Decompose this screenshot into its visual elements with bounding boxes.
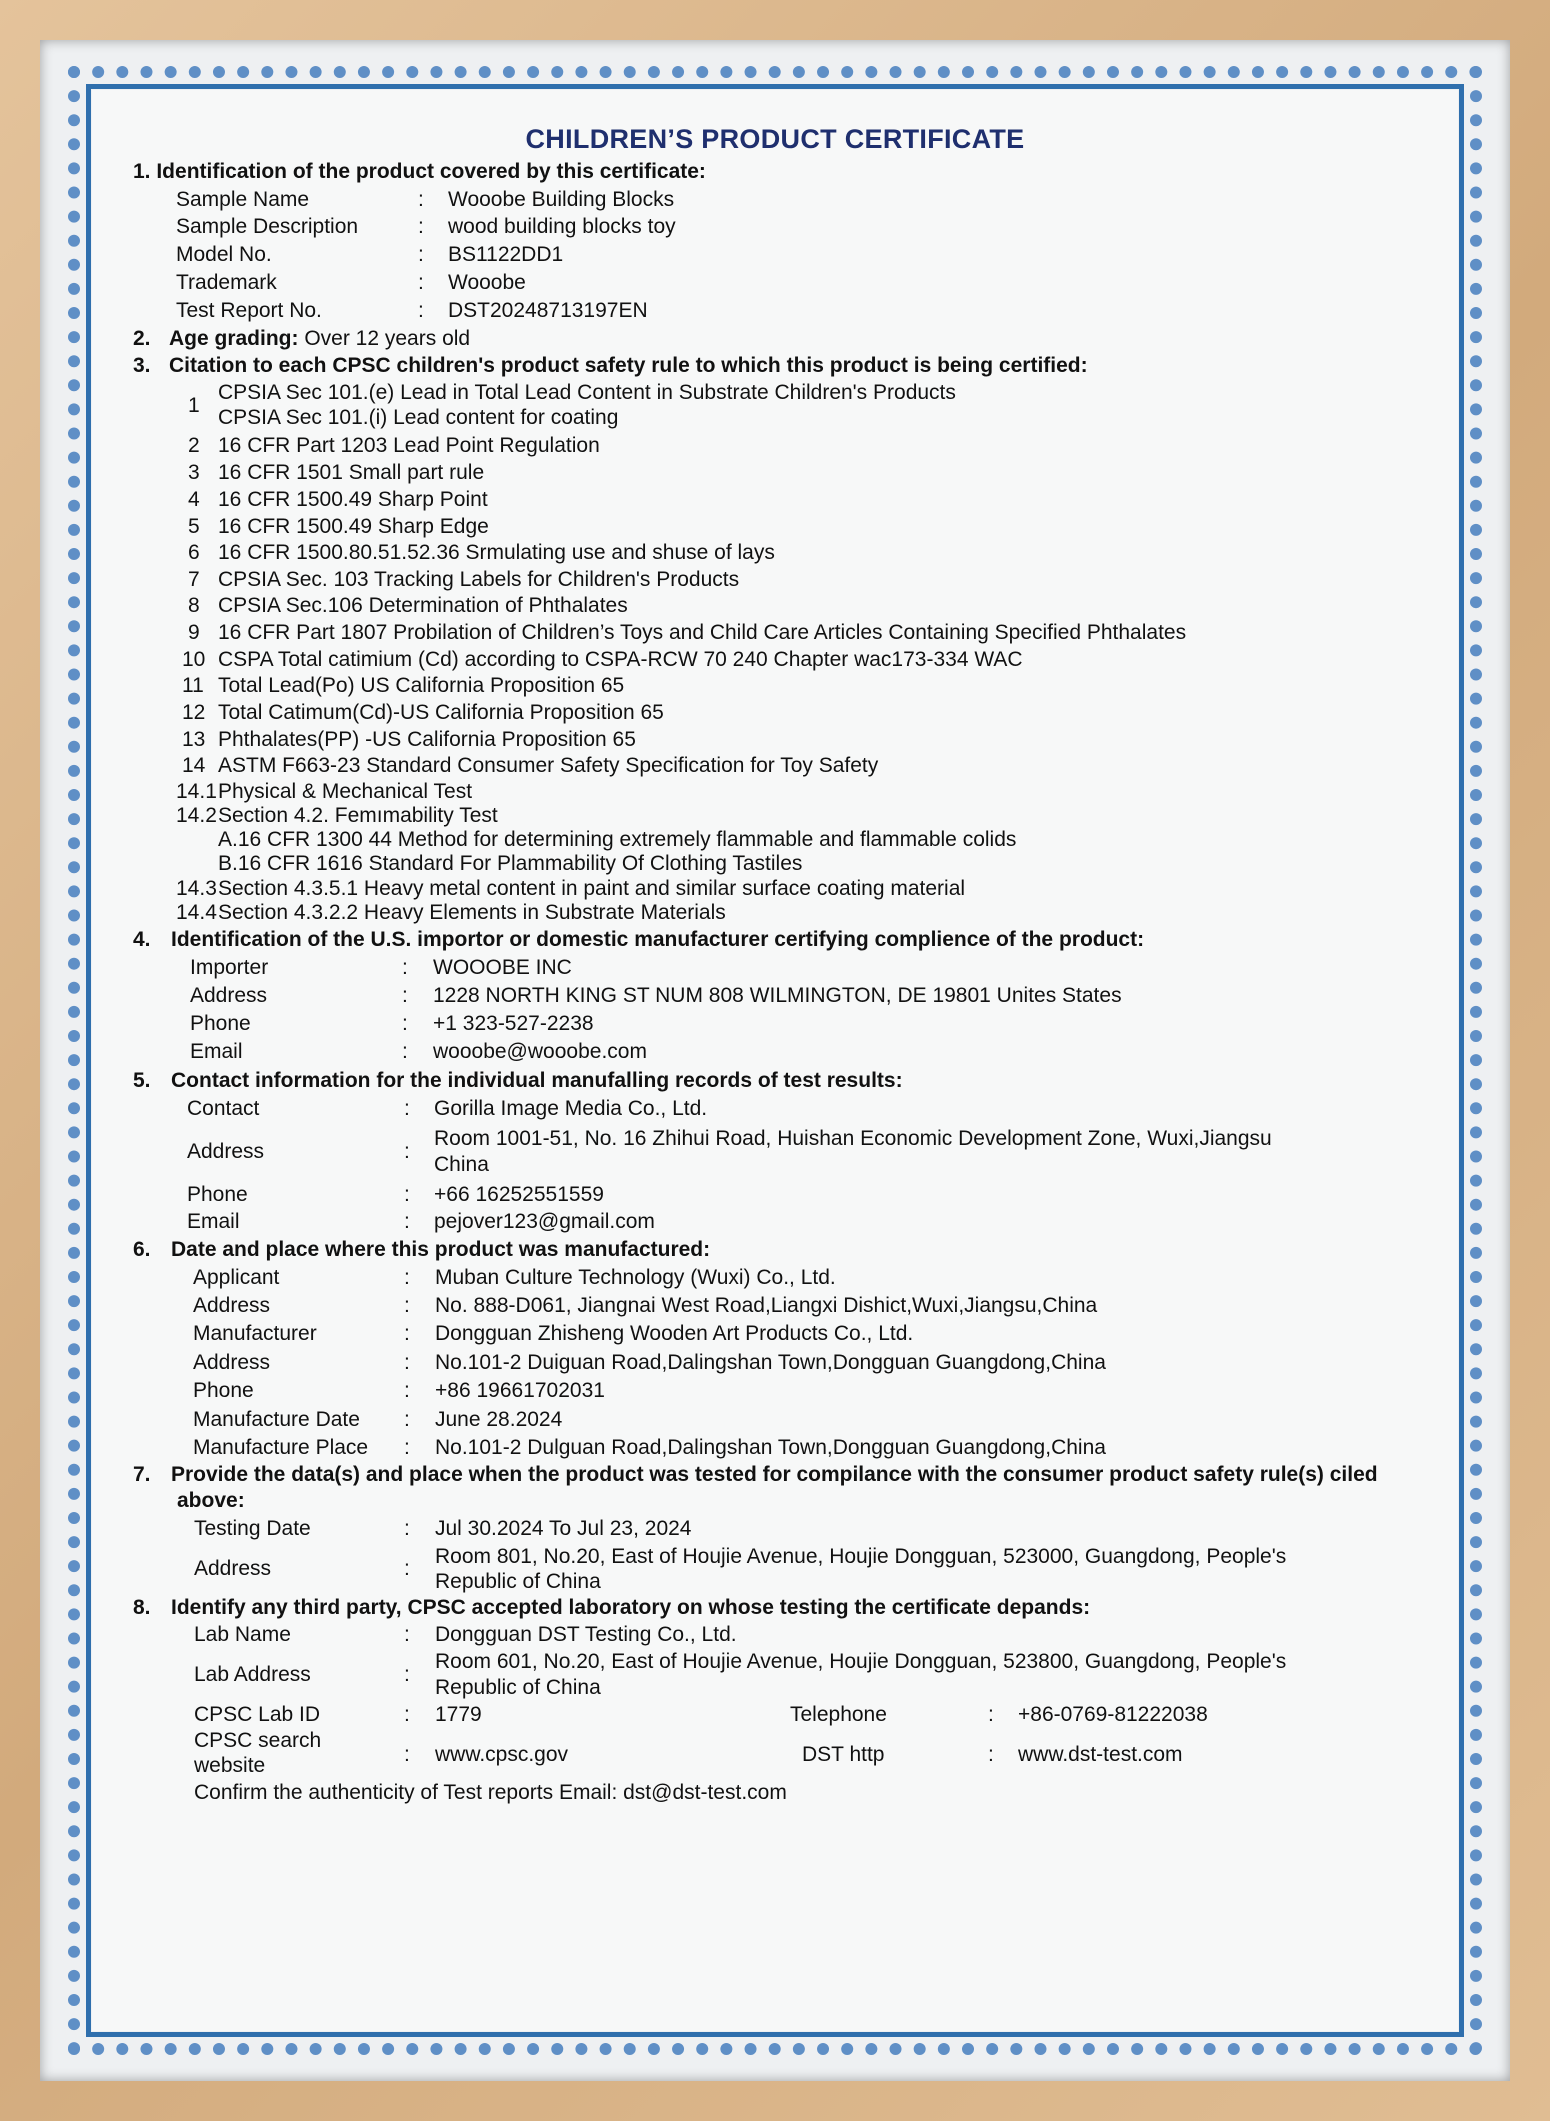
sample-field-label: Trademark bbox=[176, 271, 277, 294]
rule-number: 14.3 bbox=[176, 877, 217, 900]
section-1-heading: 1. Identification of the product covered by this certificate: bbox=[133, 160, 706, 183]
colon: : bbox=[404, 1294, 410, 1317]
colon: : bbox=[418, 243, 424, 266]
sample-field-label: Test Report No. bbox=[176, 299, 322, 322]
manufacture-field-value: No. 888-D061, Jiangnai West Road,Liangxi Dishict,Wuxi,Jiangsu,China bbox=[435, 1294, 1098, 1317]
sample-field-value: Wooobe Building Blocks bbox=[448, 188, 675, 211]
colon: : bbox=[402, 1012, 408, 1035]
colon: : bbox=[404, 1436, 410, 1459]
contact-field-value: Room 1001-51, No. 16 Zhihui Road, Huishan Economic Development Zone, Wuxi,Jiangsu bbox=[434, 1127, 1272, 1150]
cpsc-lab-id-label: CPSC Lab ID bbox=[194, 1703, 321, 1726]
colon: : bbox=[404, 1351, 410, 1374]
colon: : bbox=[418, 215, 424, 238]
colon: : bbox=[404, 1557, 410, 1580]
rule-number: 14 bbox=[182, 754, 206, 777]
testing-address-value: Room 801, No.20, East of Houjie Avenue, Houjie Dongguan, 523000, Guangdong, People's bbox=[435, 1545, 1287, 1568]
rule-item: ASTM F663-23 Standard Consumer Safety Specification for Toy Safety bbox=[218, 754, 879, 777]
lab-name-value: Dongguan DST Testing Co., Ltd. bbox=[435, 1623, 737, 1646]
rule-number: 4 bbox=[188, 488, 200, 511]
rule-number: 11 bbox=[182, 674, 204, 697]
sample-field-value: wood building blocks toy bbox=[448, 215, 676, 238]
manufacture-field-label: Manufacture Place bbox=[193, 1436, 369, 1459]
section-8-number: 8. bbox=[133, 1596, 151, 1619]
lab-address-value-cont: Republic of China bbox=[435, 1676, 601, 1699]
sample-field-value: DST20248713197EN bbox=[448, 299, 648, 322]
cpsc-lab-id-value: 1779 bbox=[435, 1703, 482, 1726]
colon: : bbox=[402, 984, 408, 1007]
telephone-label: Telephone bbox=[790, 1703, 887, 1726]
lab-address-label: Lab Address bbox=[194, 1663, 311, 1686]
colon: : bbox=[402, 1040, 408, 1063]
rule-item: 16 CFR Part 1203 Lead Point Regulation bbox=[218, 434, 600, 457]
manufacture-field-label: Phone bbox=[193, 1379, 254, 1402]
colon: : bbox=[404, 1140, 410, 1163]
contact-field-value: +66 16252551559 bbox=[434, 1183, 604, 1206]
rule-number: 13 bbox=[182, 728, 206, 751]
colon: : bbox=[418, 188, 424, 211]
sample-field-value: Wooobe bbox=[448, 271, 526, 294]
manufacture-field-label: Manufacture Date bbox=[193, 1408, 360, 1431]
rule-item: Total Catimum(Cd)-US California Proposition 65 bbox=[218, 701, 664, 724]
lab-address-value: Room 601, No.20, East of Houjie Avenue, Houjie Dongguan, 523800, Guangdong, People's bbox=[435, 1650, 1287, 1673]
rule-item: 16 CFR Part 1807 Probilation of Children’s Toys and Child Care Articles Containing Specified Phthalates bbox=[218, 621, 1187, 644]
rule-number: 14.1 bbox=[176, 780, 217, 803]
rule-item: A.16 CFR 1300 44 Method for determining extremely flammable and flammable colids bbox=[218, 828, 1017, 851]
rule-item: CPSIA Sec 101.(i) Lead content for coating bbox=[218, 406, 619, 429]
testing-address-label: Address bbox=[194, 1557, 272, 1580]
rule-item: CSPA Total catimium (Cd) according to CSPA-RCW 70 240 Chapter wac173-334 WAC bbox=[218, 648, 1023, 671]
rule-number: 2 bbox=[188, 434, 200, 457]
section-7-heading: Provide the data(s) and place when the product was tested for compilance with the consumer product safety rule(s) ciled bbox=[171, 1463, 1378, 1486]
importer-field-value: 1228 NORTH KING ST NUM 808 WILMINGTON, DE 19801 Unites States bbox=[433, 984, 1122, 1007]
rule-item: 16 CFR 1500.80.51.52.36 Srmulating use and shuse of lays bbox=[218, 541, 775, 564]
testing-address-value-cont: Republic of China bbox=[435, 1570, 601, 1593]
sample-field-label: Sample Name bbox=[176, 188, 310, 211]
dst-http-value[interactable]: www.dst-test.com bbox=[1018, 1743, 1183, 1766]
importer-field-label: Importer bbox=[190, 956, 269, 979]
colon: : bbox=[404, 1322, 410, 1345]
lab-name-label: Lab Name bbox=[194, 1623, 291, 1646]
manufacture-field-value: No.101-2 Duiguan Road,Dalingshan Town,Dongguan Guangdong,China bbox=[435, 1351, 1106, 1374]
contact-field-label: Address bbox=[187, 1140, 265, 1163]
rule-number: 8 bbox=[188, 594, 200, 617]
contact-field-label: Contact bbox=[187, 1097, 260, 1120]
colon: : bbox=[404, 1210, 410, 1233]
cpsc-search-value[interactable]: www.cpsc.gov bbox=[435, 1743, 569, 1766]
sample-field-label: Sample Description bbox=[176, 215, 359, 238]
cpsc-search-label-cont: website bbox=[194, 1754, 266, 1777]
importer-field-value: WOOOBE INC bbox=[433, 956, 572, 979]
contact-field-value: Gorilla Image Media Co., Ltd. bbox=[434, 1097, 708, 1120]
rule-item: 16 CFR 1501 Small part rule bbox=[218, 461, 485, 484]
rule-number: 14.2 bbox=[176, 804, 217, 827]
colon: : bbox=[988, 1703, 994, 1726]
rule-item: Phthalates(PP) -US California Proposition 65 bbox=[218, 728, 636, 751]
manufacture-field-value: No.101-2 Dulguan Road,Dalingshan Town,Dongguan Guangdong,China bbox=[435, 1436, 1106, 1459]
rule-number: 1 bbox=[188, 394, 200, 417]
manufacture-field-value: Muban Culture Technology (Wuxi) Co., Ltd. bbox=[435, 1266, 836, 1289]
rule-number: 6 bbox=[188, 541, 200, 564]
confirm-authenticity: Confirm the authenticity of Test reports Email: dst@dst-test.com bbox=[194, 1781, 787, 1804]
rule-number: 7 bbox=[188, 568, 200, 591]
colon: : bbox=[404, 1408, 410, 1431]
colon: : bbox=[404, 1517, 410, 1540]
colon: : bbox=[404, 1183, 410, 1206]
certificate-title: CHILDREN’S PRODUCT CERTIFICATE bbox=[525, 124, 1025, 154]
section-3-number: 3. bbox=[133, 354, 151, 377]
sample-field-value: BS1122DD1 bbox=[448, 243, 564, 266]
rule-number: 10 bbox=[182, 648, 206, 671]
colon: : bbox=[404, 1703, 410, 1726]
sample-field-label: Model No. bbox=[176, 243, 272, 266]
colon: : bbox=[404, 1266, 410, 1289]
testing-date-label: Testing Date bbox=[194, 1517, 311, 1540]
rule-item: Section 4.3.2.2 Heavy Elements in Substrate Materials bbox=[218, 901, 726, 924]
section-8-heading: Identify any third party, CPSC accepted laboratory on whose testing the certificate depands: bbox=[171, 1596, 1091, 1619]
importer-field-label: Phone bbox=[190, 1012, 251, 1035]
manufacture-field-label: Address bbox=[193, 1351, 271, 1374]
importer-field-label: Email bbox=[190, 1040, 243, 1063]
rule-item: 16 CFR 1500.49 Sharp Point bbox=[218, 488, 488, 511]
rule-item: CPSIA Sec. 103 Tracking Labels for Children's Products bbox=[218, 568, 740, 591]
section-6-number: 6. bbox=[133, 1238, 151, 1261]
rule-item: B.16 CFR 1616 Standard For Plammability Of Clothing Tastiles bbox=[218, 852, 803, 875]
colon: : bbox=[988, 1743, 994, 1766]
section-2-line bbox=[169, 327, 470, 351]
section-7-heading-cont: above: bbox=[177, 1489, 245, 1512]
rule-item: CPSIA Sec 101.(e) Lead in Total Lead Content in Substrate Children's Products bbox=[218, 381, 956, 404]
rule-item: CPSIA Sec.106 Determination of Phthalates bbox=[218, 594, 628, 617]
colon: : bbox=[418, 299, 424, 322]
manufacture-field-value: June 28.2024 bbox=[435, 1408, 563, 1431]
rule-number: 5 bbox=[188, 515, 200, 538]
manufacture-field-value: +86 19661702031 bbox=[435, 1379, 605, 1402]
rule-item: 16 CFR 1500.49 Sharp Edge bbox=[218, 515, 489, 538]
colon: : bbox=[404, 1623, 410, 1646]
rule-number: 12 bbox=[182, 701, 206, 724]
rule-item: Section 4.3.5.1 Heavy metal content in paint and similar surface coating material bbox=[218, 877, 966, 900]
colon: : bbox=[418, 271, 424, 294]
rule-item: Physical & Mechanical Test bbox=[218, 780, 473, 803]
section-6-heading: Date and place where this product was manufactured: bbox=[171, 1238, 711, 1261]
contact-field-value-cont: China bbox=[434, 1153, 489, 1176]
section-7-number: 7. bbox=[133, 1463, 151, 1486]
rule-item: Total Lead(Po) US California Proposition 65 bbox=[218, 674, 625, 697]
colon: : bbox=[404, 1743, 410, 1766]
colon: : bbox=[404, 1097, 410, 1120]
section-4-heading: Identification of the U.S. importor or domestic manufacturer certifying complience of the product: bbox=[171, 928, 1145, 951]
rule-number: 9 bbox=[188, 621, 200, 644]
testing-date-value: Jul 30.2024 To Jul 23, 2024 bbox=[435, 1517, 692, 1540]
section-3-heading: Citation to each CPSC children's product safety rule to which this product is being certified: bbox=[169, 354, 1088, 377]
age-grading-value: Over 12 years old bbox=[304, 327, 471, 350]
importer-field-value: +1 323-527-2238 bbox=[433, 1012, 594, 1035]
age-grading-label: Age grading: bbox=[169, 327, 299, 350]
section-5-number: 5. bbox=[133, 1069, 151, 1092]
cpsc-search-label: CPSC search bbox=[194, 1729, 322, 1752]
colon: : bbox=[402, 956, 408, 979]
colon: : bbox=[404, 1663, 410, 1686]
manufacture-field-label: Address bbox=[193, 1294, 271, 1317]
manufacture-field-value: Dongguan Zhisheng Wooden Art Products Co., Ltd. bbox=[435, 1322, 914, 1345]
rule-item: Section 4.2. Femımability Test bbox=[218, 804, 498, 827]
colon: : bbox=[404, 1379, 410, 1402]
importer-field-value: wooobe@wooobe.com bbox=[433, 1040, 647, 1063]
manufacture-field-label: Manufacturer bbox=[193, 1322, 317, 1345]
section-5-heading: Contact information for the individual manufalling records of test results: bbox=[171, 1069, 903, 1092]
section-2-number: 2. bbox=[133, 327, 151, 350]
manufacture-field-label: Applicant bbox=[193, 1266, 280, 1289]
rule-number: 3 bbox=[188, 461, 200, 484]
telephone-value: +86-0769-81222038 bbox=[1018, 1703, 1208, 1726]
section-4-number: 4. bbox=[133, 928, 151, 951]
rule-number: 14.4 bbox=[176, 901, 217, 924]
dst-http-label: DST http bbox=[802, 1743, 885, 1766]
contact-field-label: Phone bbox=[187, 1183, 248, 1206]
contact-field-label: Email bbox=[187, 1210, 240, 1233]
importer-field-label: Address bbox=[190, 984, 268, 1007]
contact-field-value: pejover123@gmail.com bbox=[434, 1210, 655, 1233]
